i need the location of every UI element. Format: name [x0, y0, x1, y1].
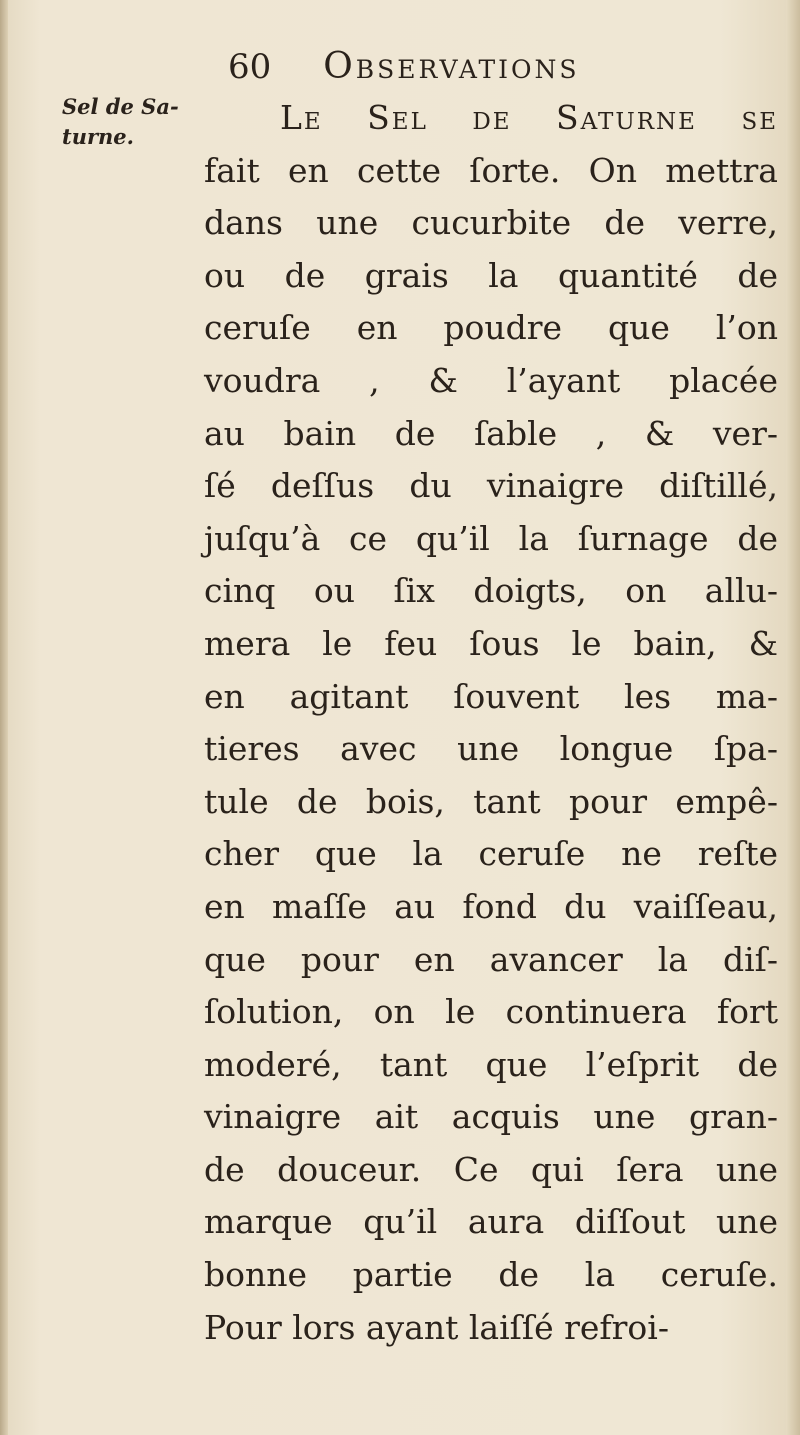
text-line: marque qu’il aura diſſout une — [204, 1202, 778, 1242]
page-number: 60 — [228, 47, 272, 87]
text-line: tieres avec une longue ſpa- — [204, 729, 778, 769]
text-line: juſqu’à ce qu’il la ſurnage de — [204, 518, 778, 558]
text-line: moderé, tant que l’eſprit de — [204, 1044, 778, 1084]
text-line: fait en cette ſorte. On mettra — [204, 150, 778, 190]
body-text — [204, 92, 778, 1354]
text-line: ou de grais la quantité de — [204, 255, 778, 295]
running-title: Observations — [323, 46, 580, 87]
text-line: ſolution, on le continuera fort — [204, 992, 778, 1032]
text-line: au bain de ſable , & ver- — [204, 413, 778, 453]
text-line: de douceur. Ce qui ſera une — [204, 1149, 778, 1189]
text-line: cinq ou ſix doigts, on allu- — [204, 571, 778, 611]
text-line: ſé deſſus du vinaigre diſtillé, — [204, 466, 778, 506]
page-edge — [786, 0, 800, 1435]
text-line: dans une cucurbite de verre, — [204, 203, 778, 243]
margin-note-line: turne. — [62, 124, 134, 149]
text-line: mera le feu ſous le bain, & — [204, 623, 778, 663]
text-line: bonne partie de la ceruſe. — [204, 1255, 778, 1295]
text-line: tule de bois, tant pour empê- — [204, 781, 778, 821]
text-line: que pour en avancer la diſ- — [204, 939, 778, 979]
text-line: Le Sel de Saturne ſe — [280, 98, 778, 137]
text-line: cher que la ceruſe ne reſte — [204, 834, 778, 874]
page-header — [228, 46, 688, 98]
margin-note — [62, 92, 222, 152]
margin-note-line: Sel de Sa- — [62, 94, 179, 119]
text-line: ceruſe en poudre que l’on — [204, 308, 778, 348]
text-line: en agitant ſouvent les ma- — [204, 676, 778, 716]
text-line: en maſſe au fond du vaiſſeau, — [204, 886, 778, 926]
text-line: Pour lors ayant laiſſé refroi- — [204, 1307, 669, 1347]
text-line: vinaigre ait acquis une gran- — [204, 1097, 778, 1137]
page-gutter — [0, 0, 8, 1435]
text-line: voudra , & l’ayant placée — [204, 360, 778, 400]
